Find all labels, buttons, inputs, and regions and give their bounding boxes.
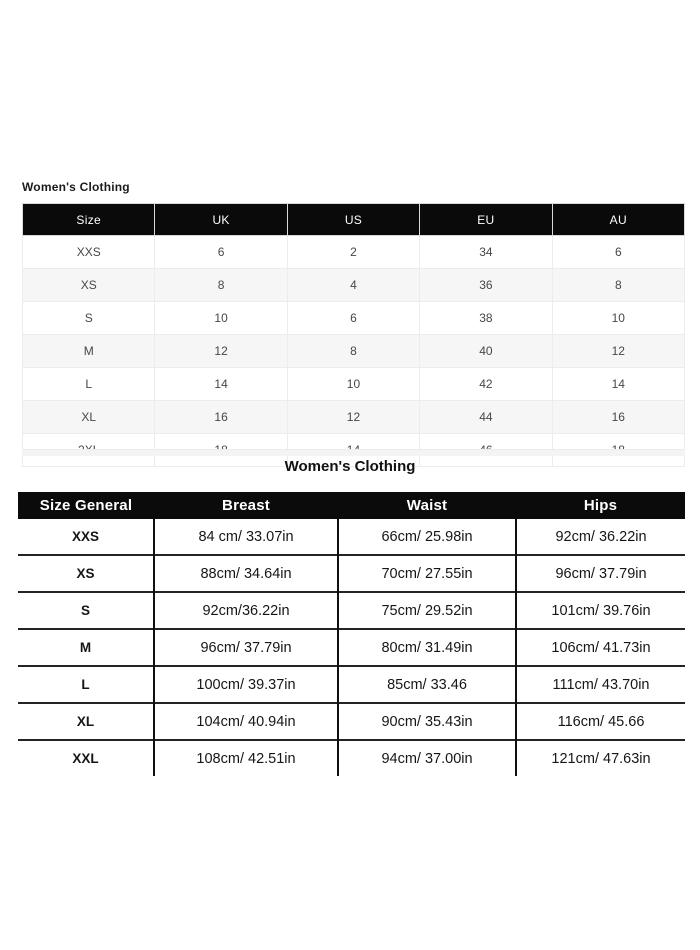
value-cell: 10 (155, 302, 287, 335)
value-cell: 16 (155, 401, 287, 434)
column-header: EU (420, 204, 552, 236)
value-cell: 101cm/ 39.76in (516, 592, 685, 629)
value-cell: 38 (420, 302, 552, 335)
value-cell: 108cm/ 42.51in (154, 740, 338, 776)
size-label-cell: XS (23, 269, 155, 302)
size-label-cell: XXL (18, 740, 154, 776)
value-cell: 88cm/ 34.64in (154, 555, 338, 592)
measurements-chart-title: Women's Clothing (284, 458, 416, 475)
column-header: AU (552, 204, 684, 236)
column-header: UK (155, 204, 287, 236)
value-cell: 40 (420, 335, 552, 368)
value-cell: 14 (552, 368, 684, 401)
column-header: Waist (338, 492, 516, 519)
value-cell: 121cm/ 47.63in (516, 740, 685, 776)
table-bottom-strip (22, 449, 685, 456)
table-row (23, 401, 685, 434)
column-header: Size (23, 204, 155, 236)
size-label-cell: L (18, 666, 154, 703)
value-cell: 16 (552, 401, 684, 434)
value-cell: 36 (420, 269, 552, 302)
value-cell: 12 (155, 335, 287, 368)
value-cell: 2 (287, 236, 419, 269)
value-cell: 4 (287, 269, 419, 302)
table-row (23, 335, 685, 368)
size-label-cell: XXS (23, 236, 155, 269)
value-cell: 96cm/ 37.79in (154, 629, 338, 666)
size-label-cell: S (23, 302, 155, 335)
size-label-cell: XL (23, 401, 155, 434)
value-cell: 92cm/ 36.22in (516, 519, 685, 555)
table-row (18, 592, 685, 629)
table-row (18, 703, 685, 740)
size-label-cell: XL (18, 703, 154, 740)
value-cell: 12 (287, 401, 419, 434)
value-cell: 75cm/ 29.52in (338, 592, 516, 629)
table-row (23, 368, 685, 401)
value-cell: 66cm/ 25.98in (338, 519, 516, 555)
international-size-chart-title: Women's Clothing (22, 180, 130, 194)
table-row (18, 555, 685, 592)
size-label-cell: S (18, 592, 154, 629)
value-cell: 90cm/ 35.43in (338, 703, 516, 740)
value-cell: 104cm/ 40.94in (154, 703, 338, 740)
value-cell: 10 (287, 368, 419, 401)
value-cell: 85cm/ 33.46 (338, 666, 516, 703)
table-header-row (18, 492, 685, 519)
table-row (23, 302, 685, 335)
table-row (18, 666, 685, 703)
measurements-size-table (18, 492, 685, 776)
value-cell: 6 (552, 236, 684, 269)
column-header: Breast (154, 492, 338, 519)
value-cell: 6 (287, 302, 419, 335)
value-cell: 116cm/ 45.66 (516, 703, 685, 740)
table-row (18, 740, 685, 776)
value-cell: 14 (155, 368, 287, 401)
value-cell: 100cm/ 39.37in (154, 666, 338, 703)
size-label-cell: XXS (18, 519, 154, 555)
international-size-table (22, 203, 685, 467)
size-label-cell: L (23, 368, 155, 401)
table-row (23, 269, 685, 302)
value-cell: 12 (552, 335, 684, 368)
size-label-cell: M (18, 629, 154, 666)
value-cell: 8 (287, 335, 419, 368)
value-cell: 70cm/ 27.55in (338, 555, 516, 592)
value-cell: 84 cm/ 33.07in (154, 519, 338, 555)
value-cell: 8 (552, 269, 684, 302)
column-header: Size General (18, 492, 154, 519)
value-cell: 34 (420, 236, 552, 269)
table-row (18, 519, 685, 555)
value-cell: 106cm/ 41.73in (516, 629, 685, 666)
column-header: Hips (516, 492, 685, 519)
value-cell: 94cm/ 37.00in (338, 740, 516, 776)
table-row (18, 629, 685, 666)
size-label-cell: XS (18, 555, 154, 592)
value-cell: 111cm/ 43.70in (516, 666, 685, 703)
table-header-row (23, 204, 685, 236)
value-cell: 96cm/ 37.79in (516, 555, 685, 592)
value-cell: 42 (420, 368, 552, 401)
size-label-cell: M (23, 335, 155, 368)
value-cell: 44 (420, 401, 552, 434)
table-row (23, 236, 685, 269)
value-cell: 92cm/36.22in (154, 592, 338, 629)
value-cell: 80cm/ 31.49in (338, 629, 516, 666)
value-cell: 10 (552, 302, 684, 335)
value-cell: 6 (155, 236, 287, 269)
value-cell: 8 (155, 269, 287, 302)
column-header: US (287, 204, 419, 236)
